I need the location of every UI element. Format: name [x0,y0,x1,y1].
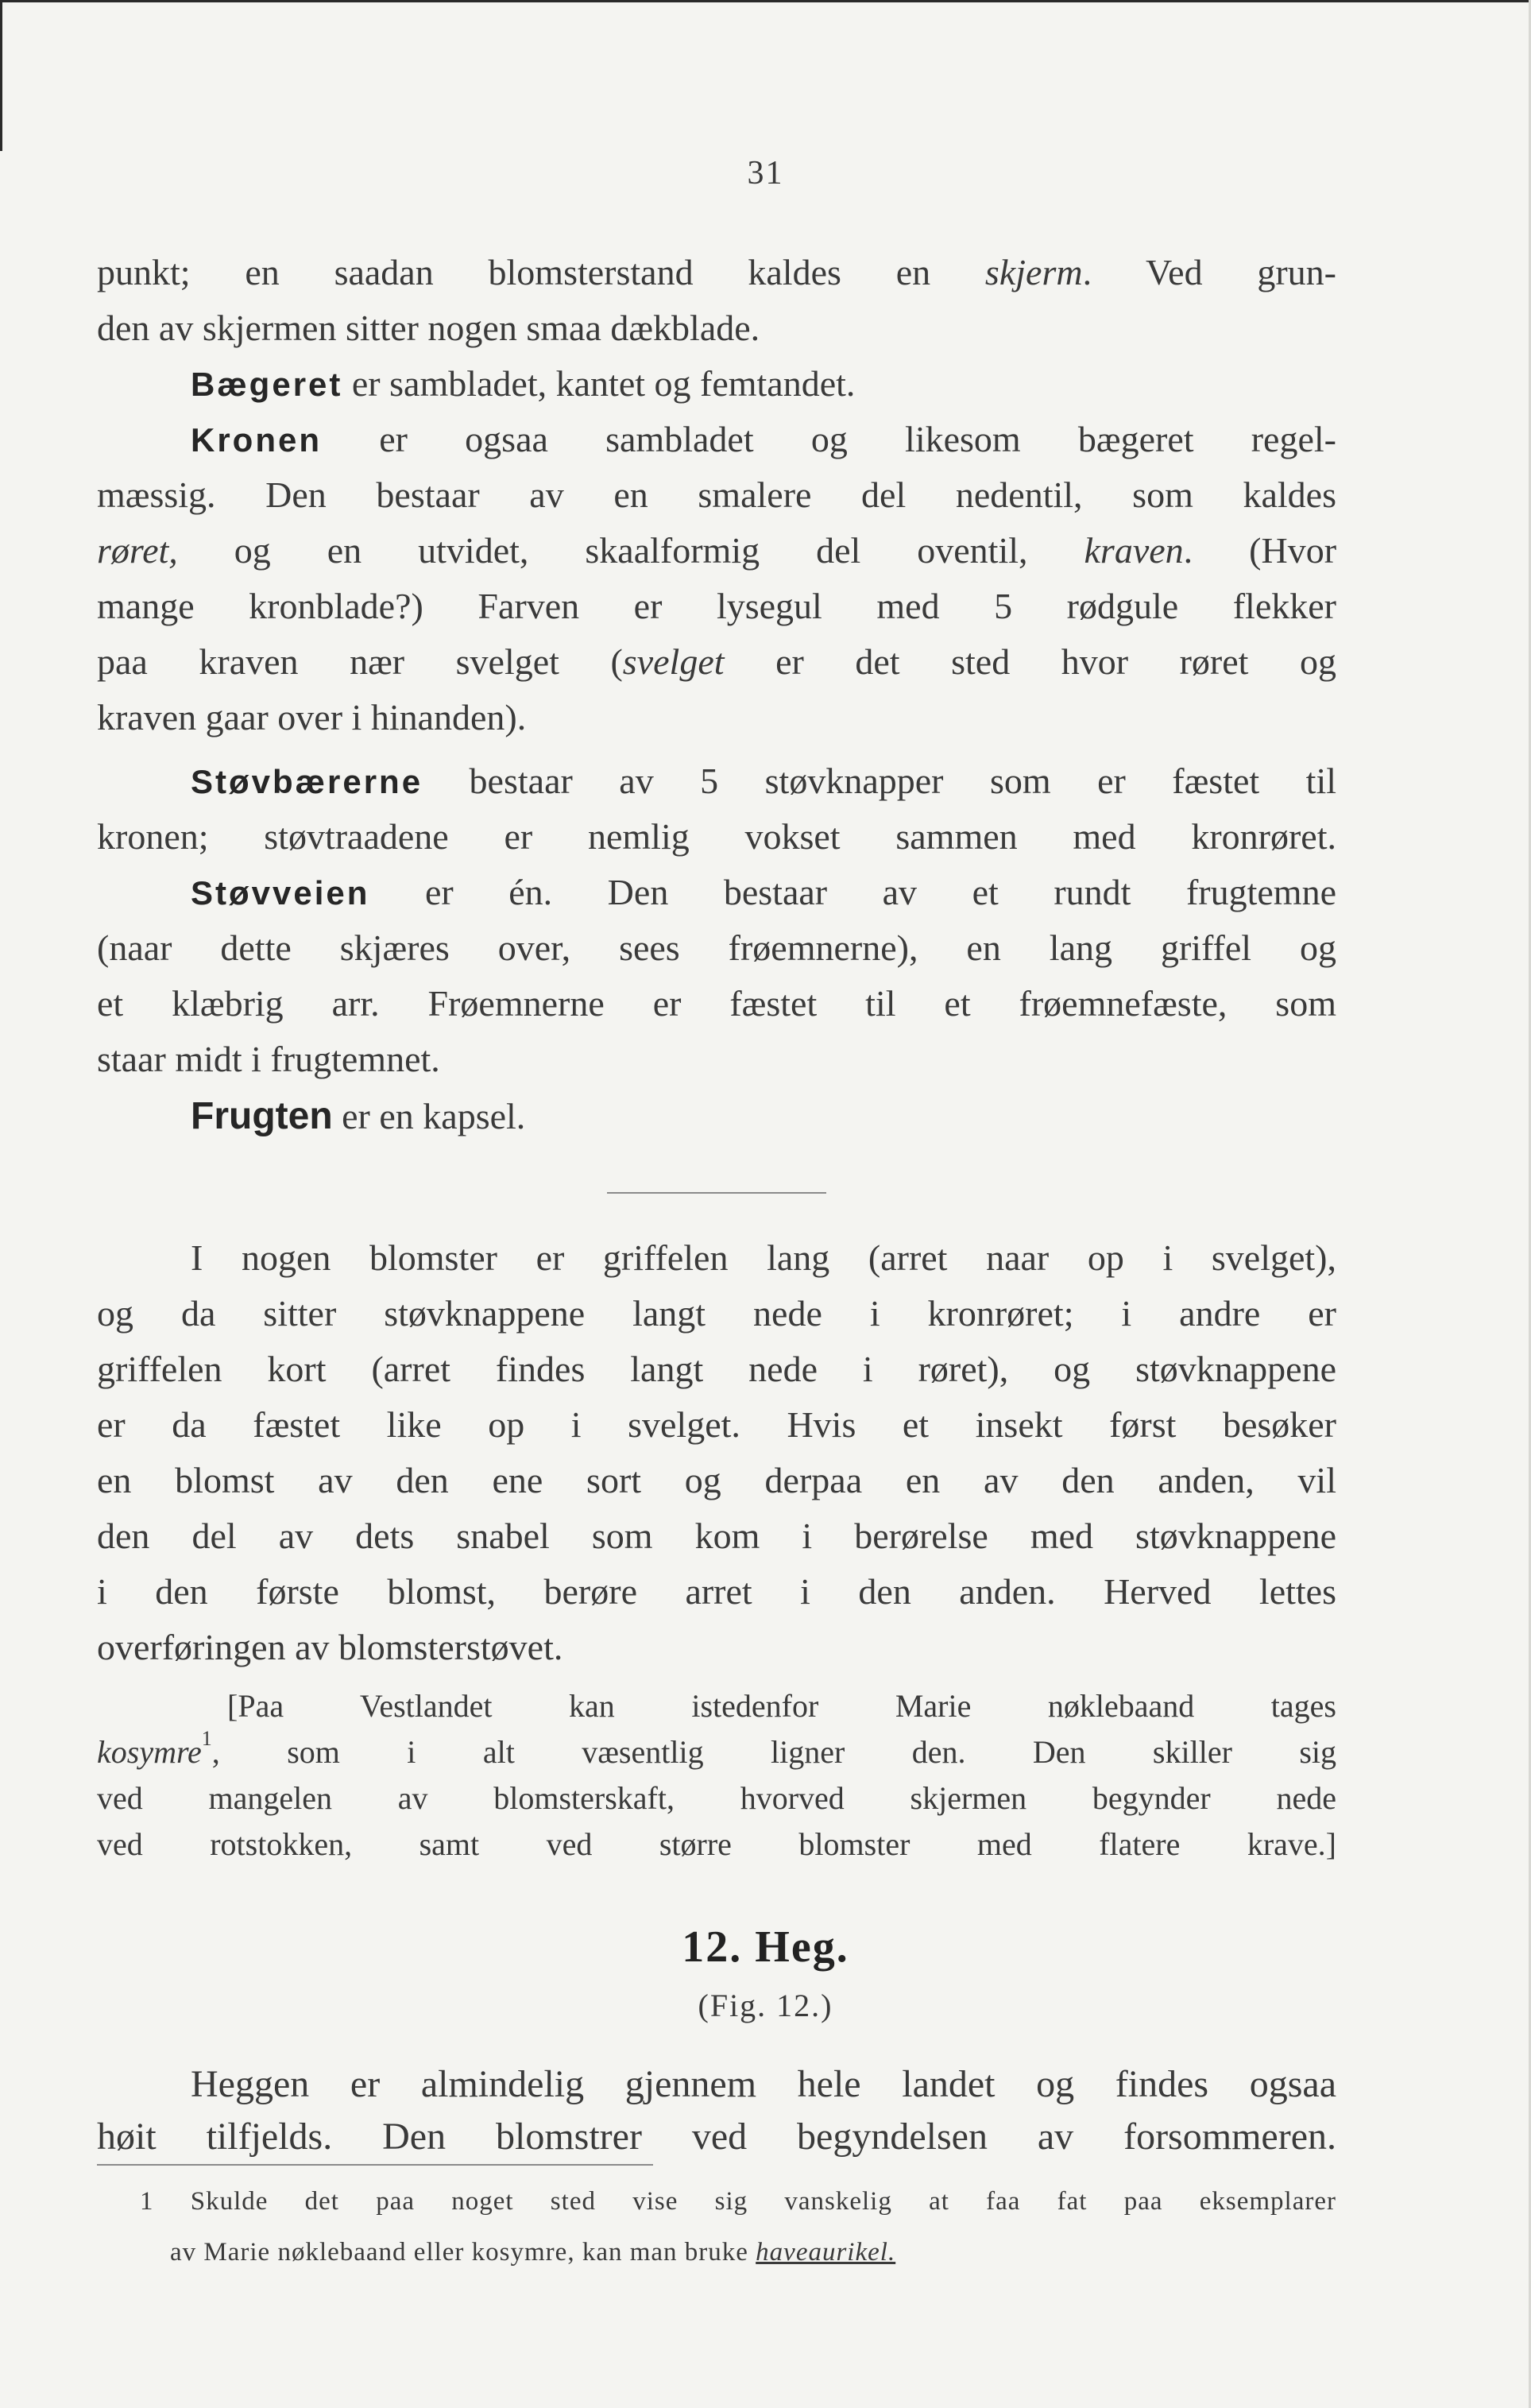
text-line: punkt; en saadan blomsterstand kaldes en skjerm. Ved grun- [97,252,1336,292]
text-line: I nogen blomster er griffelen lang (arret naar op i svelget), [191,1237,1336,1278]
note-line: ved rotstokken, samt ved større blomster med flatere krave.] [97,1826,1336,1862]
figure-reference: (Fig. 12.) [698,1988,833,2023]
scan-edge-top [0,0,1531,2]
text-line: paa kraven nær svelget (svelget er det sted hvor røret og [97,641,1336,682]
text-line: og da sitter støvknappene langt nede i kronrøret; i andre er [97,1293,1336,1334]
text-line: overføringen av blomsterstøvet. [97,1627,563,1667]
term-heading: Støvbærerne [191,763,423,800]
text-line: Bægeret er sambladet, kantet og femtandet. [191,363,856,404]
text-line: høit tilfjelds. Den blomstrer ved begyndelsen av forsommeren. [97,2116,1336,2158]
text-line: Frugten er en kapsel. [191,1095,526,1137]
text-line: et klæbrig arr. Frøemnerne er fæstet til et frøemnefæste, som [97,983,1336,1024]
text-line: Støvbærerne bestaar av 5 støvknapper som er fæstet til [191,761,1336,801]
text-line: mange kronblade?) Farven er lysegul med 5 rødgule flekker [97,586,1336,626]
footnote-line: av Marie nøklebaand eller kosymre, kan man bruke haveaurikel. [170,2238,896,2267]
text-line: er da fæstet like op i svelget. Hvis et insekt først besøker [97,1404,1336,1445]
term-heading: Bægeret [191,366,343,403]
text-line: (naar dette skjæres over, sees frøemnerne), en lang griffel og [97,927,1336,968]
footnote-line: 1 Skulde det paa noget sted vise sig vanskelig at faa fat paa eksemplarer [140,2187,1336,2216]
text-line: mæssig. Den bestaar av en smalere del nedentil, som kaldes [97,474,1336,515]
text-line: staar midt i frugtemnet. [97,1039,440,1079]
text-line: kronen; støvtraadene er nemlig vokset sammen med kronrøret. [97,816,1336,857]
term-heading: Frugten [191,1095,333,1137]
text-line: en blomst av den ene sort og derpaa en av den anden, vil [97,1460,1336,1500]
section-divider [607,1192,826,1194]
scan-edge-left [0,0,2,151]
term-heading: Støvveien [191,874,370,912]
text-line: i den første blomst, berøre arret i den anden. Herved lettes [97,1571,1336,1612]
text-line: kraven gaar over i hinanden). [97,697,527,737]
footnote-divider [97,2164,653,2166]
note-line: ved mangelen av blomsterskaft, hvorved skjermen begynder nede [97,1780,1336,1816]
footnote-marker: 1 [201,1727,212,1750]
text-line: griffelen kort (arret findes langt nede i røret), og støvknappene [97,1349,1336,1389]
text-line: Kronen er ogsaa sambladet og likesom bægeret regel- [191,419,1336,459]
note-line: kosymre$^1$, som i alt væsentlig ligner den. Den skiller sig [97,1727,1336,1770]
text-line: røret, og en utvidet, skaalformig del oventil, kraven. (Hvor [97,530,1337,571]
text-line: den del av dets snabel som kom i berørelse med støvknappene [97,1516,1336,1556]
text-line: den av skjermen sitter nogen smaa dækblade. [97,308,760,348]
section-title: 12. Heg. [682,1922,849,1972]
text-line: Heggen er almindelig gjennem hele landet og findes ogsaa [191,2063,1336,2105]
note-line: [Paa Vestlandet kan istedenfor Marie nøklebaand tages [227,1688,1336,1724]
text-line: Støvveien er én. Den bestaar av et rundt frugtemne [191,872,1336,912]
term-heading: Kronen [191,421,322,459]
page-number: 31 [747,155,784,192]
